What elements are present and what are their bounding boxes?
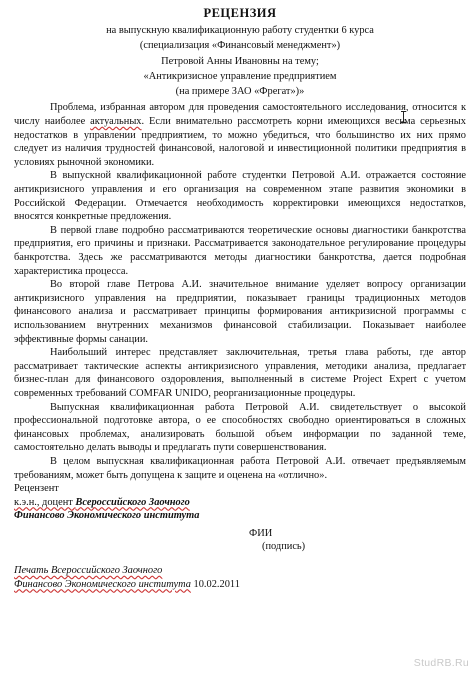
reviewer-degree: к.э.н., доцент [14,496,76,508]
header-line-1: на выпускную квалификационную работу студентки 6 курса [106,25,374,36]
institute-name-2: Финансово Экономического института [14,510,200,522]
reviewer-fio: ФИИ [249,527,273,539]
spellcheck-word: актуальных [90,116,142,128]
header-line-4: «Антикризисное управление предприятием [143,70,337,82]
document-title: РЕЦЕНЗИЯ [203,6,277,20]
text-cursor-icon [400,111,407,123]
paragraph-1-end: . Если внимательно рассмотреть корни имеющихся весьма серьезных недостатков в управлении предприятием, то можно убедиться, что большинство их них прямо следует из наличия трудностей финансовой, налоговой и инвестиционной политики предприятия в условиях рыночной экономики. [14,116,466,168]
watermark: StudRB.Ru [413,657,469,669]
review-document [14,6,466,591]
institute-name-1: Всероссийского Заочного [75,496,190,508]
stamp-line-2 [14,578,466,592]
header-line-5: (на примере ЗАО «Фрегат»)» [175,86,305,98]
stamp-text-1: Печать Всероссийского Заочного [14,565,163,577]
reviewer-label: Рецензент [14,483,59,495]
paragraph-2: В выпускной квалификационной работе студентки Петровой А.И. отражается состояние антикризисного управления и его организация на современном этапе развития экономики в Российской Федерации. Отмечается необходимость корректировки имеющихся недостатков, вносятся конкретные предложения. [14,170,466,223]
stamp-text-2: Финансово Экономического института [14,578,191,590]
review-date: 10.02.2011 [190,578,240,590]
header-line-3: Петровой Анны Ивановны на тему; [161,55,319,67]
paragraph-1-start: Проблема, избранная автором для проведения самостоятельного исследования, относится к числу наиболее [14,102,466,128]
stamp-line-1 [14,564,466,578]
paragraph-1 [14,101,466,169]
reviewer-degree-line [14,496,466,510]
header-line-2: (специализация «Финансовый менеджмент») [139,40,341,52]
paragraph-7: В целом выпускная квалификационная работа Петровой А.И. отвечает предъявляемым требованиям, может быть допущена к защите и оценена на «отлично». [14,455,466,481]
paragraph-4: Во второй главе Петрова А.И. значительное внимание уделяет вопросу организации антикризисного управления на предприятии, показывает границы традиционных методов финансового анализа и рассматривает принципы формирования антикризисной программы с использованием внутренних механизмов финансовой стабилизации. Показывает наиболее эффективные формы санации. [14,279,466,345]
paragraph-3: В первой главе подробно рассматриваются теоретические основы диагностики банкротства предприятия, его причины и признаки. Рассматривается законодательное регулирование процедуры банкротства. Здесь же рассматриваются методы диагностики банкротства, дается подробная характеристика процесса. [14,224,466,277]
paragraph-6: Выпускная квалификационная работа Петровой А.И. свидетельствует о высокой профессиональной подготовке автора, о ее способностях свободно ориентироваться в сложных финансовых проблемах, анализировать большой объем информации по заданной теме, самостоятельно делать выводы и предлагать пути совершенствования. [14,401,466,454]
paragraph-5: Наибольший интерес представляет заключительная, третья глава работы, где автор рассматривает тактические аспекты антикризисного управления, методики анализа, предлагает бизнес-план для финансового оздоровления, выполненный в системе Project Expert с учетом современных требований COMFAR UNIDO, реорганизационные процедуры. [14,347,466,399]
signature-note: (подпись) [262,541,306,553]
